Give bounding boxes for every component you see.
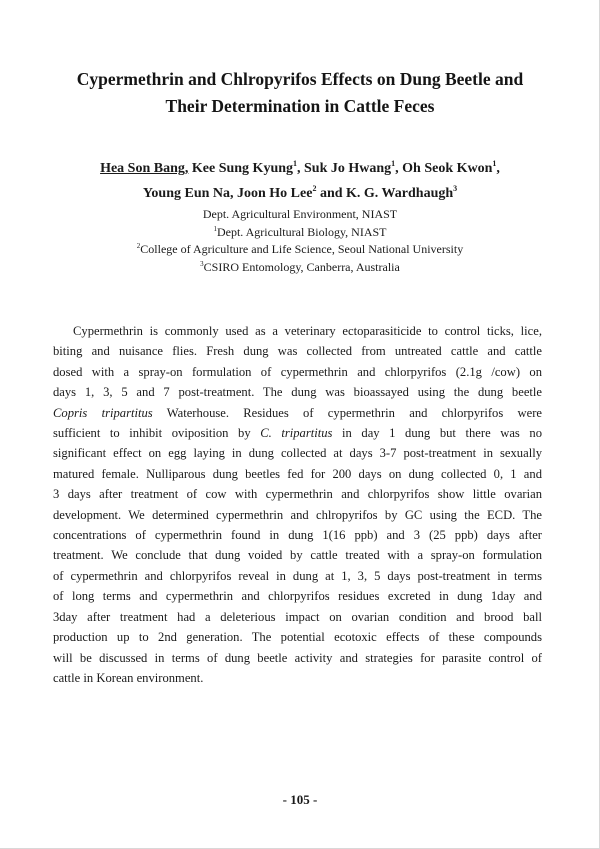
abstract-line-15: 3day after treatment had a deleterious impact on ovarian condition and brood ball xyxy=(53,609,542,624)
abstract-body xyxy=(53,321,543,688)
author-2: Kee Sung Kyung xyxy=(188,161,294,176)
author-4-comma: , xyxy=(496,161,500,176)
affiliation-2-text: College of Agriculture and Life Science, Seoul National University xyxy=(140,242,464,256)
affiliation-3 xyxy=(60,259,540,277)
abstract-line-10: development. We determined cypermethrin and chlropyrifos by GC using the ECD. The xyxy=(53,507,542,522)
abstract-line-12: treatment. We conclude that dung voided by cattle treated with a spray-on formulation xyxy=(53,548,542,563)
author-5: Young Eun Na, Joon Ho Lee xyxy=(142,186,313,201)
title-line-2: Their Determination in Cattle Feces xyxy=(165,96,435,116)
abstract-line-16: production up to 2nd generation. The potential ecotoxic effects of these compounds xyxy=(53,630,542,645)
affiliations xyxy=(60,206,540,276)
author-6: and K. G. Wardhaugh xyxy=(316,186,454,201)
abstract-line-6-b: in day 1 dung but there was no xyxy=(332,426,543,441)
abstract-line-14: of long terms and cypermethrin and chlorpyrifos residues excreted in dung 1day and xyxy=(53,589,542,604)
abstract-line-8: matured female. Nulliparous dung beetles fed for 200 days on dung collected 0, 1 and xyxy=(53,466,542,481)
abstract-line-9: 3 days after treatment of cow with cypermethrin and chlorpyrifos show little ovarian xyxy=(53,487,542,502)
page-number: - 105 - xyxy=(282,792,318,807)
affiliation-1-text: Dept. Agricultural Biology, NIAST xyxy=(216,224,387,239)
author-line-2 xyxy=(60,181,540,206)
abstract-line-5 xyxy=(53,403,542,423)
affiliation-2 xyxy=(60,241,540,259)
abstract-line-6-a: sufficient to inhibit oviposition by xyxy=(53,426,261,441)
author-3: , Suk Jo Hwang xyxy=(297,161,392,176)
affiliation-1 xyxy=(60,224,540,242)
abstract-line-7: significant effect on egg laying in dung collected at days 3-7 post-treatment in sexually xyxy=(53,446,542,461)
abstract-line-6 xyxy=(53,423,542,443)
affiliation-3-mark: 3 xyxy=(200,259,204,268)
author-4-affil-mark: 1 xyxy=(492,159,497,168)
affiliation-2-mark: 2 xyxy=(136,242,141,250)
abstract-line-3: dosed with a spray-on formulation of cypermethrin and chlorpyrifos (2.1g /cow) on xyxy=(53,364,542,379)
author-2-affil-mark: 1 xyxy=(293,159,298,168)
author-list xyxy=(60,156,540,206)
abstract-line-18: cattle in Korean environment. xyxy=(53,670,204,685)
author-4: , Oh Seok Kwon xyxy=(395,161,493,176)
author-first: Hea Son Bang, xyxy=(100,161,189,176)
affiliation-3-text: CSIRO Entomology, Canberra, Australia xyxy=(203,259,400,274)
abstract-line-4: days 1, 3, 5 and 7 post-treatment. The dung was bioassayed using the dung beetle xyxy=(53,385,542,400)
abstract-line-17: will be discussed in terms of dung beetle activity and strategies for parasite control of xyxy=(53,650,542,665)
paper-title xyxy=(40,66,560,120)
author-6-affil-mark: 3 xyxy=(453,184,458,193)
abstract-line-5-text: Waterhouse. Residues of cypermethrin and chlorpyrifos were xyxy=(152,405,542,420)
abstract-line-2: biting and nuisance flies. Fresh dung was collected from untreated cattle and cattle xyxy=(53,344,542,359)
abstract-line-11: concentrations of cypermethrin found in dung 1(16 ppb) and 3 (25 ppb) days after xyxy=(53,528,542,543)
author-5-affil-mark: 2 xyxy=(312,184,317,193)
title-line-1: Cypermethrin and Chlropyrifos Effects on Dung Beetle and xyxy=(76,69,524,89)
author-line-1 xyxy=(60,156,540,181)
abstract-line-13: of cypermethrin and chlorpyrifos reveal in dung at 1, 3, 5 days post-treatment in terms xyxy=(53,568,542,583)
author-3-affil-mark: 1 xyxy=(391,159,396,168)
abstract-line-1: Cypermethrin is commonly used as a veterinary ectoparasiticide to control ticks, lice, xyxy=(73,324,542,338)
affiliation-0: Dept. Agricultural Environment, NIAST xyxy=(202,207,398,221)
species-abbrev: C. tripartitus xyxy=(260,426,333,441)
affiliation-1-mark: 1 xyxy=(213,224,217,233)
species-name: Copris tripartitus xyxy=(53,405,153,420)
